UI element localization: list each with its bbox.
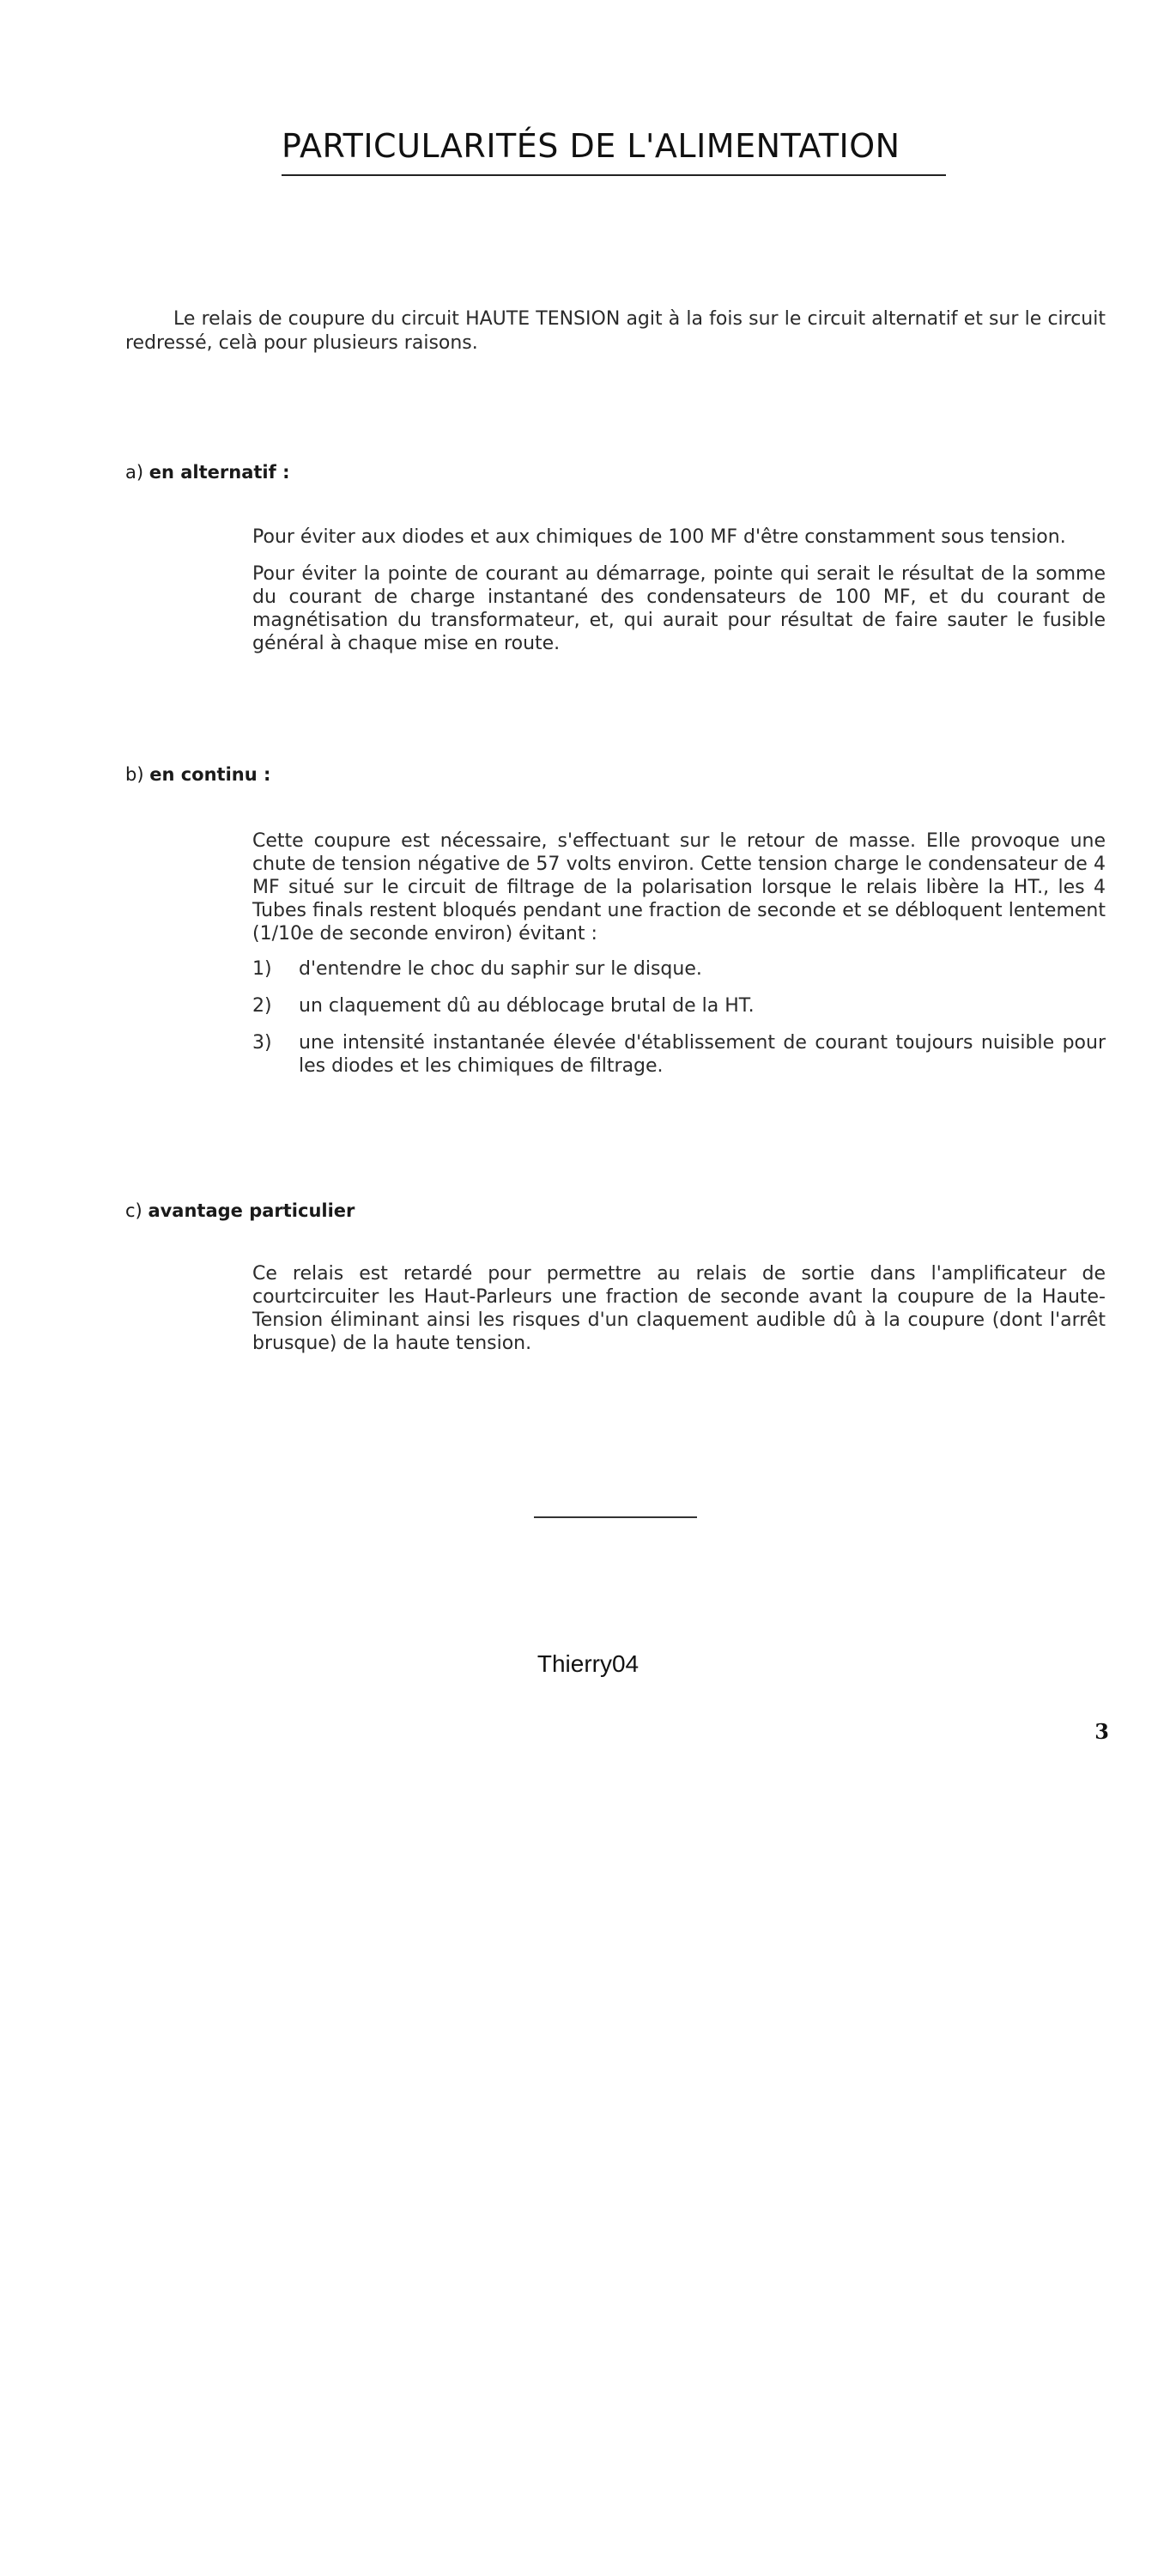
section-c-heading xyxy=(125,1200,355,1221)
signature-text: Thierry04 xyxy=(536,1650,640,1677)
list-item-text: d'entendre le choc du saphir sur le disque. xyxy=(299,958,702,980)
list-item-number: 2) xyxy=(252,995,272,1017)
section-b-title: en continu : xyxy=(149,764,271,785)
list-item-number: 1) xyxy=(252,958,272,980)
section-a-heading xyxy=(125,462,289,483)
section-a-body xyxy=(252,526,1106,655)
list-item-text: une intensité instantanée élevée d'établissement de courant toujours nuisible pour les diodes et les chimiques de filtrage. xyxy=(299,1032,1106,1077)
section-c-body xyxy=(252,1262,1106,1355)
section-c-letter: c) xyxy=(125,1200,142,1221)
title-underline xyxy=(282,174,946,176)
list-item xyxy=(252,957,1106,981)
list-item-number: 3) xyxy=(252,1032,272,1054)
list-item xyxy=(252,1031,1106,1078)
section-b-paragraph-1: Cette coupure est nécessaire, s'effectuant sur le retour de masse. Elle provoque une chute de tension négative de 57 volts environ. Cette tension charge le condensateur de 4 MF situé sur le circuit de filtrage de la polarisation lorsque le relais libère la HT., les 4 Tubes finals restent bloqués pendant une fraction de seconde et se débloquent lentement (1/10e de seconde environ) évitant : xyxy=(252,830,1106,945)
section-c-title: avantage particulier xyxy=(148,1200,355,1221)
closing-rule xyxy=(534,1516,697,1518)
list-item-text: un claquement dû au déblocage brutal de la HT. xyxy=(299,995,755,1017)
page-number: 3 xyxy=(1094,1719,1109,1744)
list-item xyxy=(252,994,1106,1018)
section-a-paragraph-2: Pour éviter la pointe de courant au démarrage, pointe qui serait le résultat de la somme du courant de charge instantané des condensateurs de 100 MF, et du courant de magnétisation du transformateur, et, qui aurait pour résultat de faire sauter le fusible général à chaque mise en route. xyxy=(252,563,1106,654)
section-c-paragraph-1: Ce relais est retardé pour permettre au relais de sortie dans l'amplificateur de courtcircuiter les Haut-Parleurs une fraction de seconde avant la coupure de la Haute-Tension éliminant ainsi les risques d'un claquement audible dû à la coupure (dont l'arrêt brusque) de la haute tension. xyxy=(252,1263,1106,1354)
section-a-letter: a) xyxy=(125,462,144,483)
section-b-letter: b) xyxy=(125,764,144,785)
section-b-heading xyxy=(125,764,270,785)
section-a-paragraph-1: Pour éviter aux diodes et aux chimiques de 100 MF d'être constamment sous tension. xyxy=(252,526,1066,548)
intro-paragraph: Le relais de coupure du circuit HAUTE TENSION agit à la fois sur le circuit alternatif et sur le circuit redressé, celà pour plusieurs raisons. xyxy=(125,308,1106,354)
section-b-body xyxy=(252,829,1106,1078)
section-a-title: en alternatif : xyxy=(149,462,290,483)
page-title: PARTICULARITÉS DE L'ALIMENTATION xyxy=(282,127,900,165)
